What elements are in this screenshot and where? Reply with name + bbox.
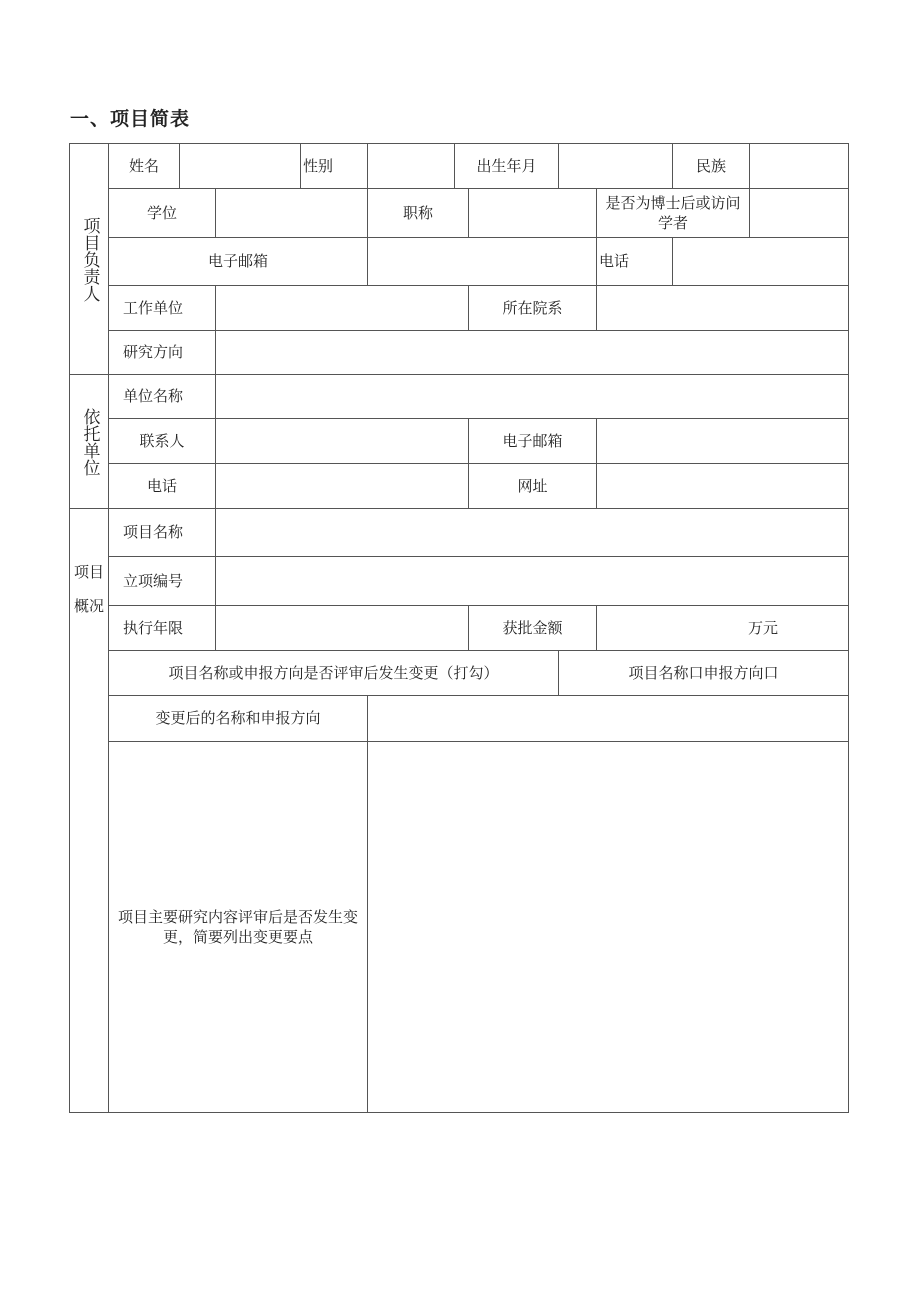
label-degree: 学位 [108,188,216,238]
label-birth: 出生年月 [454,143,559,189]
field-project-no[interactable] [215,556,849,606]
field-postdoc[interactable] [749,188,849,238]
field-title[interactable] [468,188,597,238]
field-changed-name[interactable] [367,695,849,742]
field-website[interactable] [596,463,849,509]
field-host-phone[interactable] [215,463,469,509]
label-unit-name: 单位名称 [108,374,216,419]
label-change-question: 项目名称或申报方向是否评审后发生变更（打勾） [108,650,559,696]
label-phone: 电话 [596,237,673,286]
section-label-overview-text: 项目概况 [73,563,104,615]
label-period: 执行年限 [108,605,216,651]
label-ethnicity: 民族 [672,143,750,189]
field-degree[interactable] [215,188,368,238]
label-title: 职称 [367,188,469,238]
field-contact[interactable] [215,418,469,464]
label-name: 姓名 [108,143,180,189]
field-ethnicity[interactable] [749,143,849,189]
label-amount: 获批金额 [468,605,597,651]
label-content-change [108,741,368,1113]
field-email[interactable] [367,237,597,286]
amount-unit: 万元 [747,618,778,637]
field-period[interactable] [215,605,469,651]
section-label-leader: 项目负责人 [69,143,109,375]
label-workplace: 工作单位 [108,285,216,331]
section-label-overview [69,508,109,1113]
field-change-options[interactable]: 项目名称口申报方向口 [558,650,849,696]
field-birth[interactable] [558,143,673,189]
field-workplace[interactable] [215,285,469,331]
label-host-email: 电子邮箱 [468,418,597,464]
field-content-change[interactable] [367,741,849,1113]
field-phone[interactable] [672,237,849,286]
field-name[interactable] [179,143,301,189]
label-website: 网址 [468,463,597,509]
label-department: 所在院系 [468,285,597,331]
field-amount[interactable] [596,605,849,651]
field-host-email[interactable] [596,418,849,464]
label-contact: 联系人 [108,418,216,464]
label-email: 电子邮箱 [108,237,368,286]
label-postdoc: 是否为博士后或访问学者 [596,188,750,238]
label-project-no: 立项编号 [108,556,216,606]
label-project-name: 项目名称 [108,508,216,557]
section-label-host: 依托单位 [69,374,109,509]
field-project-name[interactable] [215,508,849,557]
field-gender[interactable] [367,143,455,189]
label-gender: 性别 [300,143,368,189]
label-research: 研究方向 [108,330,216,375]
field-department[interactable] [596,285,849,331]
label-changed-name: 变更后的名称和申报方向 [108,695,368,742]
page-heading: 一、项目简表 [70,108,191,130]
field-research[interactable] [215,330,849,375]
field-unit-name[interactable] [215,374,849,419]
label-host-phone: 电话 [108,463,216,509]
label-content-change-text: 项目主要研究内容评审后是否发生变更，简要列出变更要点 [117,907,358,946]
